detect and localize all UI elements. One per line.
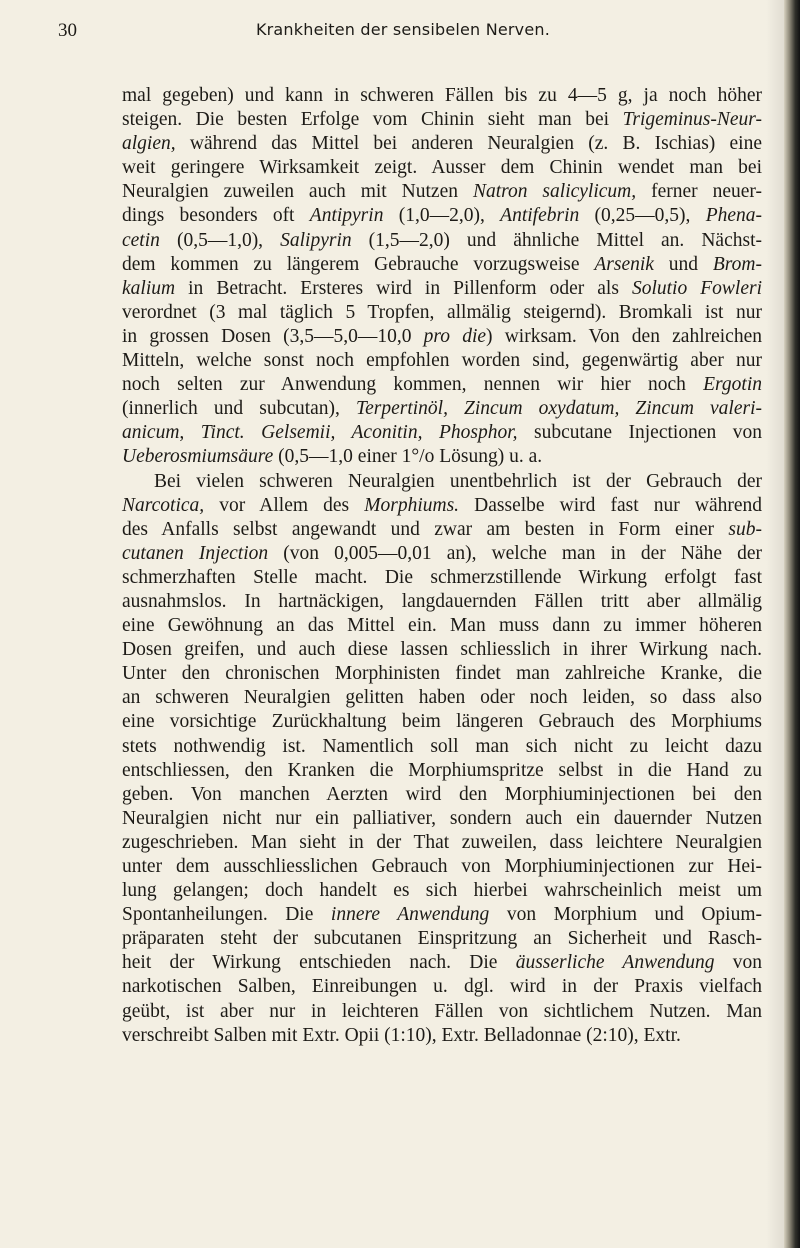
text-line xyxy=(122,108,762,132)
text-line xyxy=(122,783,762,807)
text-line xyxy=(122,903,762,927)
text-line xyxy=(122,951,762,975)
text-segment: eine vorsichtige Zurückhaltung beim längeren Gebrauch des Morphiums xyxy=(122,711,762,733)
text-line xyxy=(122,204,762,228)
text-segment: schmerzhaften Stelle macht. Die schmerzstillende Wirkung erfolgt fast xyxy=(122,566,762,588)
text-line xyxy=(122,927,762,951)
text-segment: Dosen greifen, und auch diese lassen schliesslich in ihrer Wirkung nach. xyxy=(122,639,762,661)
text-line xyxy=(122,421,762,445)
italic-term: cutanen Injection xyxy=(122,542,269,564)
text-segment: weit geringere Wirksamkeit zeigt. Ausser dem Chinin wendet man bei xyxy=(122,157,762,179)
text-line xyxy=(122,638,762,662)
text-segment: geben. Von manchen Aerzten wird den Morphiuminjectionen bei den xyxy=(122,783,762,805)
text-segment: dings besonders oft xyxy=(122,205,310,227)
text-segment: (innerlich und subcutan), xyxy=(122,398,357,420)
text-line xyxy=(122,373,762,397)
text-segment: Dasselbe wird fast nur während xyxy=(459,494,763,516)
italic-term: anicum, Tinct. Gelsemii, Aconitin, Phosphor, xyxy=(122,422,518,444)
text-segment: an schweren Neuralgien gelitten haben oder noch leiden, so dass also xyxy=(122,687,762,709)
text-line xyxy=(122,301,762,325)
text-segment: (0,5—1,0 einer 1°/o Lösung) u. a. xyxy=(273,446,543,468)
text-segment: narkotischen Salben, Einreibungen u. dgl. wird in der Praxis vielfach xyxy=(122,976,762,998)
text-segment: des Anfalls selbst angewandt und zwar am besten in Form einer xyxy=(122,518,729,540)
italic-term: Ueberosmiumsäure xyxy=(122,446,274,468)
italic-term: äusserliche Anwendung xyxy=(515,952,715,974)
italic-term: Trigeminus-Neur- xyxy=(622,109,762,131)
text-line xyxy=(122,470,762,494)
text-line xyxy=(122,735,762,759)
text-segment: eine Gewöhnung an das Mittel ein. Man muss dann zu immer höheren xyxy=(122,615,762,637)
text-segment: in Betracht. Ersteres wird in Pillenform oder als xyxy=(175,277,632,299)
text-segment: verschreibt Salben mit Extr. Opii (1:10), Extr. Belladonnae (2:10), Extr. xyxy=(122,1024,681,1046)
binding-shadow xyxy=(766,0,784,1248)
italic-term: Salipyrin xyxy=(280,229,352,251)
italic-term: Ergotin xyxy=(703,374,762,396)
text-segment: lung gelangen; doch handelt es sich hierbei wahrscheinlich meist um xyxy=(122,880,762,902)
text-line xyxy=(122,180,762,204)
text-segment: präparaten steht der subcutanen Einspritzung an Sicherheit und Rasch- xyxy=(122,928,762,950)
italic-term: Brom- xyxy=(712,253,762,275)
text-line xyxy=(122,494,762,518)
text-segment: vor Allem des xyxy=(204,494,365,516)
text-segment: entschliessen, den Kranken die Morphiumspritze selbst in die Hand zu xyxy=(122,759,762,781)
page-header xyxy=(58,20,748,50)
text-segment: von xyxy=(714,952,762,974)
page-number: 30 xyxy=(58,20,77,41)
text-segment: Unter den chronischen Morphinisten findet man zahlreiche Kranke, die xyxy=(122,663,762,685)
italic-term: Natron salicylicum, xyxy=(472,181,637,203)
text-segment: und xyxy=(653,253,713,275)
text-segment: Spontanheilungen. Die xyxy=(122,904,331,926)
text-line xyxy=(122,614,762,638)
text-line xyxy=(122,84,762,108)
text-line xyxy=(122,229,762,253)
text-segment: mal gegeben) und kann in schweren Fällen bis zu 4—5 g, ja noch höher xyxy=(122,85,762,106)
page-binding-edge xyxy=(784,0,800,1248)
text-line xyxy=(122,975,762,999)
italic-term: Solutio Fowleri xyxy=(631,277,763,299)
text-segment: ferner neuer- xyxy=(636,181,762,203)
italic-term: kalium xyxy=(122,277,176,299)
italic-term: Antifebrin xyxy=(500,205,580,227)
running-head: Krankheiten der sensibelen Nerven. xyxy=(255,20,551,39)
text-line xyxy=(122,566,762,590)
text-line xyxy=(122,132,762,156)
italic-term: innere Anwendung xyxy=(330,904,490,926)
italic-term: cetin xyxy=(122,229,160,251)
italic-term: Terpertinöl, Zincum oxydatum, Zincum valeri- xyxy=(356,398,762,420)
text-segment: ) wirksam. Von den zahlreichen xyxy=(486,325,762,347)
italic-term: sub- xyxy=(728,518,762,540)
text-segment: verordnet (3 mal täglich 5 Tropfen, allmälig steigernd). Bromkali ist nur xyxy=(122,301,762,323)
text-line xyxy=(122,879,762,903)
italic-term: algien, xyxy=(122,133,176,155)
text-segment: ausnahmslos. In hartnäckigen, langdauernden Fällen tritt aber allmälig xyxy=(122,590,762,612)
italic-term: Morphiums. xyxy=(364,494,460,516)
text-segment: geübt, ist aber nur in leichteren Fällen von sichtlichem Nutzen. Man xyxy=(122,1000,762,1022)
text-line xyxy=(122,156,762,180)
text-segment: während das Mittel bei anderen Neuralgien (z. B. Ischias) eine xyxy=(175,133,762,155)
italic-term: pro die xyxy=(423,325,487,347)
text-line xyxy=(122,686,762,710)
text-segment: (0,25—0,5), xyxy=(579,205,706,227)
text-segment: in grossen Dosen (3,5—5,0—10,0 xyxy=(122,325,424,347)
text-segment: (0,5—1,0), xyxy=(159,229,281,251)
text-line xyxy=(122,710,762,734)
italic-term: Phena- xyxy=(705,205,762,227)
text-line xyxy=(122,277,762,301)
text-line xyxy=(122,807,762,831)
text-line xyxy=(122,397,762,421)
text-segment: Mitteln, welche sonst noch empfohlen worden sind, gegenwärtig aber nur xyxy=(122,350,762,372)
text-segment: dem kommen zu längerem Gebrauche vorzugsweise xyxy=(122,253,595,275)
text-segment: unter dem ausschliesslichen Gebrauch von Morphiuminjectionen zur Hei- xyxy=(122,856,762,877)
text-line xyxy=(122,1000,762,1024)
text-segment: Neuralgien zuweilen auch mit Nutzen xyxy=(122,181,473,203)
text-line xyxy=(122,542,762,566)
text-segment: zugeschrieben. Man sieht in der That zuweilen, dass leichtere Neuralgien xyxy=(122,831,762,853)
text-line xyxy=(122,590,762,614)
text-line xyxy=(122,1024,762,1048)
text-line xyxy=(122,855,762,879)
text-line xyxy=(122,445,762,469)
body-text xyxy=(122,84,762,1048)
text-segment: (1,5—2,0) und ähnliche Mittel an. Nächst- xyxy=(351,229,762,251)
italic-term: Antipyrin xyxy=(309,205,384,227)
text-segment: heit der Wirkung entschieden nach. Die xyxy=(122,952,516,974)
text-segment: noch selten zur Anwendung kommen, nennen wir hier noch xyxy=(122,374,704,396)
text-line xyxy=(122,662,762,686)
text-segment: von Morphium und Opium- xyxy=(489,904,762,926)
text-segment: Bei vielen schweren Neuralgien unentbehrlich ist der Gebrauch der xyxy=(154,470,762,492)
text-line xyxy=(122,349,762,373)
italic-term: Arsenik xyxy=(594,253,654,275)
text-line xyxy=(122,759,762,783)
text-line xyxy=(122,253,762,277)
text-segment: subcutane Injectionen von xyxy=(517,422,762,444)
text-line xyxy=(122,325,762,349)
text-line xyxy=(122,831,762,855)
italic-term: Narcotica, xyxy=(122,494,205,516)
text-line xyxy=(122,518,762,542)
text-segment: (von 0,005—0,01 an), welche man in der Nähe der xyxy=(268,542,762,564)
text-segment: steigen. Die besten Erfolge vom Chinin sieht man bei xyxy=(122,109,623,131)
text-segment: Neuralgien nicht nur ein palliativer, sondern auch ein dauernder Nutzen xyxy=(122,807,762,829)
text-segment: stets nothwendig ist. Namentlich soll man sich nicht zu leicht dazu xyxy=(122,735,762,757)
text-segment: (1,0—2,0), xyxy=(383,205,501,227)
